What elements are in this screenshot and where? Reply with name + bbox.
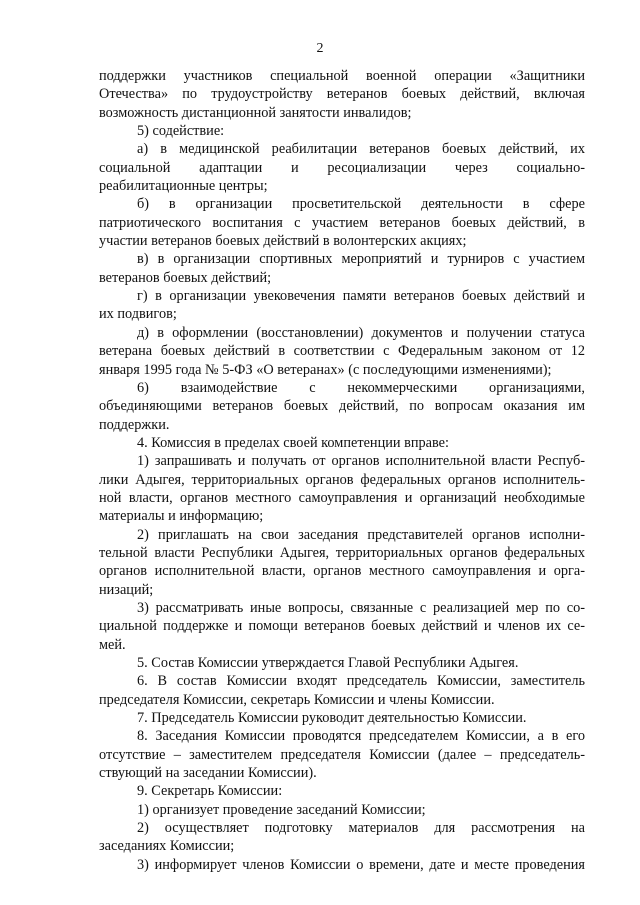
text-line: 4. Комиссия в пределах своей компетенции вправе: <box>137 434 449 451</box>
text-line: низаций; <box>99 581 154 598</box>
text-line: г) в организации увековечения памяти ветеранов боевых действий и <box>137 288 585 305</box>
text-line: объединяющими ветеранов боевых действий, по вопросам оказания им <box>99 398 585 415</box>
text-line: ветеранов боевых действий; <box>99 269 272 286</box>
text-line: б) в организации просветительской деятельности в сфере <box>137 196 585 213</box>
text-line: мей. <box>99 636 126 653</box>
text-line: 5. Состав Комиссии утверждается Главой Республики Адыгея. <box>137 655 519 671</box>
text-line: органов исполнительной власти, органов местного самоуправления и орга- <box>99 563 585 580</box>
text-line: их подвигов; <box>99 306 177 323</box>
text-line: 8. Заседания Комиссии проводятся председателем Комиссии, а в его <box>137 728 585 745</box>
text-line: января 1995 года № 5-ФЗ «О ветеранах» (с последующими изменениями); <box>99 361 552 378</box>
text-line: ветерана боевых действий в соответствии с Федеральным законом от 12 <box>99 343 585 360</box>
text-line: ствующий на заседании Комиссии). <box>99 765 317 782</box>
text-line: 2) приглашать на свои заседания представителей органов исполни- <box>137 526 585 543</box>
text-line: 1) запрашивать и получать от органов исполнительной власти Респуб- <box>137 453 585 470</box>
text-line: 3) информирует членов Комиссии о времени, дате и месте проведения <box>137 856 585 873</box>
text-line: реабилитационные центры; <box>99 178 268 195</box>
text-line: материалы и информацию; <box>99 508 264 525</box>
text-line: циальной поддержке и помощи ветеранов боевых действий и членов их се- <box>99 618 585 635</box>
text-line: 6) взаимодействие с некоммерческими организациями, <box>137 379 585 396</box>
text-line: лики Адыгея, территориальных органов федеральных органов исполнитель- <box>99 471 585 488</box>
text-line: 7. Председатель Комиссии руководит деятельностью Комиссии. <box>137 710 527 727</box>
text-line: д) в оформлении (восстановлении) документов и получении статуса <box>137 324 585 341</box>
text-line: патриотического воспитания с участием ветеранов боевых действий, в <box>99 214 585 231</box>
text-line: поддержки участников специальной военной операции «Защитники <box>99 68 585 84</box>
text-line: 6. В состав Комиссии входят председатель Комиссии, заместитель <box>137 673 585 690</box>
text-line: отсутствие – заместителем председателя Комиссии (далее – председатель- <box>99 746 585 763</box>
document-body <box>99 67 585 874</box>
text-line: социальной адаптации и ресоциализации через социально- <box>99 159 585 176</box>
text-line: участии ветеранов боевых действий в волонтерских акциях; <box>99 233 467 250</box>
text-line: председателя Комиссии, секретарь Комиссии и члены Комиссии. <box>99 691 495 708</box>
text-line: Отечества» по трудоустройству ветеранов боевых действий, включая <box>99 86 585 103</box>
text-line: заседаниях Комиссии; <box>99 838 235 855</box>
text-line: тельной власти Республики Адыгея, территориальных органов федеральных <box>99 544 585 561</box>
text-line: 9. Секретарь Комиссии: <box>137 783 283 800</box>
text-line: 2) осуществляет подготовку материалов для рассмотрения на <box>137 820 585 837</box>
text-line: поддержки. <box>99 416 170 433</box>
text-line: 5) содействие: <box>137 123 225 140</box>
text-line: в) в организации спортивных мероприятий и турниров с участием <box>137 251 585 268</box>
text-line: а) в медицинской реабилитации ветеранов боевых действий, их <box>137 141 585 158</box>
text-line: 1) организует проведение заседаний Комиссии; <box>137 801 426 818</box>
text-line: возможность дистанционной занятости инвалидов; <box>99 104 412 121</box>
page-number: 2 <box>316 41 324 56</box>
text-line: ной власти, органов местного самоуправления и организаций необходимые <box>99 489 585 506</box>
text-line: 3) рассматривать иные вопросы, связанные с реализацией мер по со- <box>137 599 585 616</box>
